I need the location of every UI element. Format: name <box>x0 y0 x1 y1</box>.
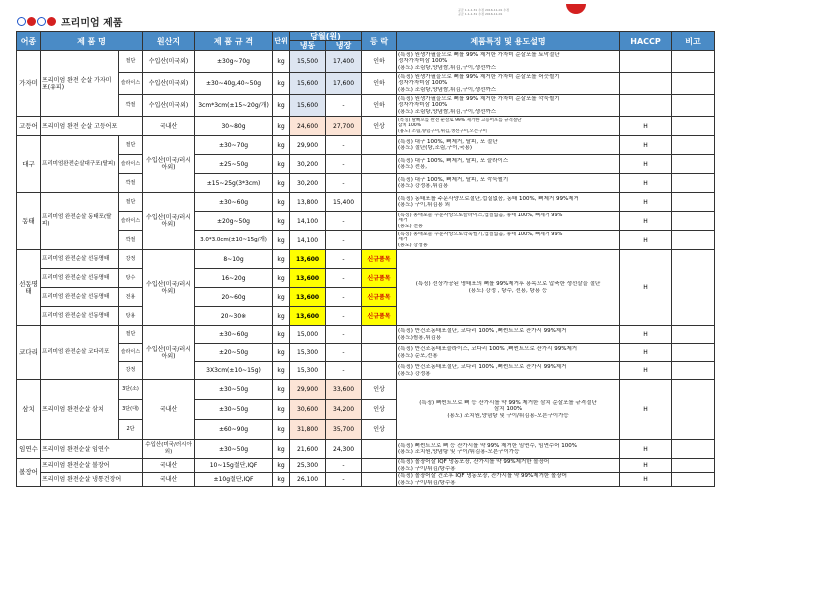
frozen-price-cell: 15,000 <box>290 326 326 344</box>
frozen-price-cell: 30,200 <box>290 174 326 193</box>
unit-cell: kg <box>273 174 290 193</box>
features-cell: (특징) 반건조동태포절단, 코다리 100% ,뼈썬트으로 잔가시 99%제거 (용도) 강정용 <box>397 362 620 380</box>
origin-cell: 수입산(미국/러시아외) <box>143 326 195 380</box>
cut-type-cell: 깍절 <box>119 231 143 250</box>
change-cell <box>362 440 397 459</box>
header-change: 등 락 <box>362 32 397 51</box>
red-circle-icon <box>27 17 36 26</box>
unit-cell: kg <box>273 459 290 473</box>
product-name-cell: 프리미엄 완전순살 냉통건장어 <box>41 473 143 487</box>
note-cell <box>672 231 715 250</box>
spec-cell: 3.0*3.0cm(±10~15g/개) <box>195 231 273 250</box>
haccp-cell: H <box>620 193 672 212</box>
table-row <box>17 231 715 250</box>
category-cell: 볼장어 <box>17 459 41 487</box>
frozen-price-cell: 30,200 <box>290 155 326 174</box>
page-title: 프리미엄 제품 <box>61 17 123 29</box>
features-cell: (특징) 대구 100%, 뼈제거, 탈피, 포 절단 (용도) 절단(탕,조림,구이,국용) <box>397 136 620 155</box>
haccp-cell <box>620 73 672 95</box>
table-row <box>17 193 715 212</box>
features-cell: (특징) 뼈썬트으로 뼈 등 잔가시를 약 99% 제거한 임연수, 임연수어 100% (용도) 조치원,양념탕 및 구이/튀김용-오븐구이가능 <box>397 440 620 459</box>
haccp-cell: H <box>620 362 672 380</box>
change-cell <box>362 193 397 212</box>
cut-type-cell: 강정 <box>119 250 143 269</box>
header-price-month: 당월(원) <box>290 32 362 41</box>
cut-type-cell: 3단(소) <box>119 380 143 400</box>
note-cell <box>672 117 715 136</box>
cut-type-cell: 절단 <box>119 326 143 344</box>
unit-cell: kg <box>273 307 290 326</box>
spec-cell: ±30~50g <box>195 380 273 400</box>
note-cell <box>672 212 715 231</box>
unit-cell: kg <box>273 473 290 487</box>
spec-cell: ±60~90g <box>195 420 273 440</box>
category-cell: 선동명태 <box>17 250 41 326</box>
change-cell <box>362 212 397 231</box>
features-cell: (특징) 선상가공된 명태포의 뼈를 99%제거후 용목으로 압축한 생선살을 절단 (용도) 강정 , 탕수, 전용, 탕용 등 <box>397 250 620 326</box>
logo-mark <box>566 4 586 14</box>
unit-cell: kg <box>273 155 290 174</box>
note-cell <box>672 326 715 344</box>
features-cell: (특징) 뼈썬트으로 뼈 등 잔가시를 약 99% 제거한 삼치 순살포를 규격절단 삼치 100% (용도) 조치원,양념탕 및 구이/튀김용-오븐구이가능 <box>397 380 620 440</box>
note-cell <box>672 193 715 212</box>
product-name-cell: 프리미엄 완전순살 삼치 <box>41 380 119 440</box>
haccp-cell: H <box>620 117 672 136</box>
haccp-cell: H <box>620 380 672 440</box>
haccp-cell: H <box>620 326 672 344</box>
spec-cell: ±10g절단,IQF <box>195 473 273 487</box>
note-cell <box>672 95 715 117</box>
header-haccp: HACCP <box>620 32 672 51</box>
spec-cell: 3X3cm(±10~15g) <box>195 362 273 380</box>
note-cell <box>672 136 715 155</box>
cut-type-cell: 3단(대) <box>119 400 143 420</box>
chilled-price-cell: - <box>326 174 362 193</box>
note-cell <box>672 250 715 326</box>
spec-cell: 8~10g <box>195 250 273 269</box>
product-name-cell: 프리미엄 완전순살 선동명태 <box>41 307 119 326</box>
note-cell <box>672 73 715 95</box>
frozen-price-cell: 15,300 <box>290 362 326 380</box>
frozen-price-cell: 15,600 <box>290 95 326 117</box>
table-row <box>17 95 715 117</box>
cut-type-cell: 절단 <box>119 193 143 212</box>
note-cell <box>672 174 715 193</box>
unit-cell: kg <box>273 326 290 344</box>
change-cell <box>362 155 397 174</box>
spec-cell: 3cm*3cm(±15~20g/개) <box>195 95 273 117</box>
change-cell <box>362 326 397 344</box>
origin-cell: 수입산(미국외) <box>143 95 195 117</box>
change-cell <box>362 459 397 473</box>
spec-cell: ±30~50g <box>195 440 273 459</box>
frozen-price-cell: 26,100 <box>290 473 326 487</box>
unit-cell: kg <box>273 380 290 400</box>
features-cell: (특징) 대구 100%, 뼈제거, 탈피, 포 깍둑썰기 (용도) 강정용,튀김용 <box>397 174 620 193</box>
change-cell <box>362 136 397 155</box>
cut-type-cell: 절단 <box>119 51 143 73</box>
chilled-price-cell: - <box>326 307 362 326</box>
table-row <box>17 380 715 400</box>
product-price-table <box>16 31 715 487</box>
haccp-cell: H <box>620 136 672 155</box>
unit-cell: kg <box>273 95 290 117</box>
table-row <box>17 326 715 344</box>
chilled-price-cell: - <box>326 459 362 473</box>
frozen-price-cell: 14,100 <box>290 231 326 250</box>
note-cell <box>672 380 715 440</box>
change-cell: 인상 <box>362 420 397 440</box>
frozen-price-cell: 13,600 <box>290 269 326 288</box>
cut-type-cell: 슬라이스 <box>119 344 143 362</box>
category-cell: 삼치 <box>17 380 41 440</box>
frozen-price-cell: 24,600 <box>290 117 326 136</box>
change-cell <box>362 362 397 380</box>
chilled-price-cell: 33,600 <box>326 380 362 400</box>
haccp-cell: H <box>620 212 672 231</box>
blue-circle-icon <box>17 17 26 26</box>
origin-cell: 수입산(미국/러시아외) <box>143 250 195 326</box>
frozen-price-cell: 15,300 <box>290 344 326 362</box>
category-cell: 코다리 <box>17 326 41 380</box>
chilled-price-cell: - <box>326 136 362 155</box>
table-row <box>17 73 715 95</box>
product-name-cell: 프리미엄 완전순살 선동명태 <box>41 250 119 269</box>
chilled-price-cell: - <box>326 362 362 380</box>
haccp-cell: H <box>620 473 672 487</box>
category-cell: 대구 <box>17 136 41 193</box>
spec-cell: ±30~70g <box>195 136 273 155</box>
table-row <box>17 212 715 231</box>
frozen-price-cell: 31,800 <box>290 420 326 440</box>
spec-cell: ±25~50g <box>195 155 273 174</box>
product-name-cell: 프리미엄 완전순살 선동명태 <box>41 269 119 288</box>
origin-cell: 수입산(미국외) <box>143 73 195 95</box>
cut-type-cell: 슬라이스 <box>119 155 143 174</box>
header-spec: 제 품 규 격 <box>195 32 273 51</box>
spec-cell: 10~15g절단,IQF <box>195 459 273 473</box>
spec-cell: ±15~25g(3*3cm) <box>195 174 273 193</box>
cut-type-cell: 2단 <box>119 420 143 440</box>
chilled-price-cell: - <box>326 95 362 117</box>
features-cell: (특징) 볼장어살 IQF 냉동포장, 잔가시를 약 99%제거한 볼장어 (용도) 구이/튀김/탕수용 <box>397 459 620 473</box>
origin-cell: 국내산 <box>143 473 195 487</box>
frozen-price-cell: 25,300 <box>290 459 326 473</box>
origin-cell: 수입산(미국/러시아외) <box>143 193 195 250</box>
change-cell: 신규품목 <box>362 307 397 326</box>
top-note: 공급 1.1-1.31 수정 2016-11-01 수정 공급 1.1-1.31 수정 2016-11-01 <box>458 8 510 16</box>
haccp-cell: H <box>620 440 672 459</box>
features-cell: (특징) 원생가필을으로 뼈를 99% 제거한 가자미 순살포를 깍둑썰기 정자가자미삼 100% (용도) 조림탕,양념쌈,튀김,구이,생선까스 <box>397 95 620 117</box>
chilled-price-cell: - <box>326 473 362 487</box>
origin-cell: 국내산 <box>143 117 195 136</box>
change-cell: 인하 <box>362 51 397 73</box>
cut-type-cell: 깍절 <box>119 95 143 117</box>
product-name-cell: 프리미엄 완전순살 선동명태 <box>41 288 119 307</box>
category-cell: 동태 <box>17 193 41 250</box>
origin-cell: 수입산(미국/러시아외) <box>143 136 195 193</box>
product-name-cell: 프리미엄완전순살대구포(탈피) <box>41 136 119 193</box>
cut-type-cell: 절단 <box>119 136 143 155</box>
haccp-cell: H <box>620 250 672 326</box>
product-name-cell: 프리미엄 완전 순살 가자미포(유피) <box>41 51 119 117</box>
spec-cell: ±30~50g <box>195 400 273 420</box>
table-row <box>17 250 715 269</box>
origin-cell: 수입산(미국/러시아외) <box>143 440 195 459</box>
note-cell <box>672 440 715 459</box>
table-row <box>17 174 715 193</box>
frozen-price-cell: 29,900 <box>290 136 326 155</box>
header-unit: 단위 <box>273 32 290 51</box>
features-cell: (특징) 대구 100%, 뼈제거, 탈피, 포 슬라이스 (용도) 전용, <box>397 155 620 174</box>
header-frozen: 냉동 <box>290 41 326 51</box>
spec-cell: ±30g~70g <box>195 51 273 73</box>
unit-cell: kg <box>273 231 290 250</box>
chilled-price-cell: - <box>326 326 362 344</box>
cut-type-cell: 탕용 <box>119 307 143 326</box>
unit-cell: kg <box>273 420 290 440</box>
features-cell: (특징) 반건조동태포절단, 코다리 100% ,뼈썬트으로 잔가시 99%제거 (용도)찜용,튀김용 <box>397 326 620 344</box>
change-cell: 인상 <box>362 117 397 136</box>
features-cell: (특징) 원생가필을으로 뼈를 99% 제거한 가자미 순살포를 어슷썰기 정자가자미삼 100% (용도) 조림탕,양념쌈,튀김,구이,생선까스 <box>397 73 620 95</box>
chilled-price-cell: - <box>326 288 362 307</box>
haccp-cell: H <box>620 344 672 362</box>
header-features: 제품특징 및 용도설명 <box>397 32 620 51</box>
header-origin: 원산지 <box>143 32 195 51</box>
cut-type-cell: 탕수 <box>119 269 143 288</box>
cut-type-cell: 전용 <box>119 288 143 307</box>
chilled-price-cell: 17,600 <box>326 73 362 95</box>
spec-cell: ±30~60g <box>195 326 273 344</box>
product-name-cell: 프리미엄 완전순살 임연수 <box>41 440 143 459</box>
note-cell <box>672 473 715 487</box>
table-row <box>17 344 715 362</box>
spec-cell: ±20g~50g <box>195 212 273 231</box>
table-row <box>17 117 715 136</box>
features-cell: (특징) 동태포를 주문사양으로절단,껍질없음, 동태 100%, 뼈제거 99%제거 (용도) 구이,튀김용 외 <box>397 193 620 212</box>
features-cell: (특징) 볼장어살 건조후 IQF 냉동포장, 잔가시를 약 99%제거한 볼장어 (용도) 구이/튀김/탕수용 <box>397 473 620 487</box>
chilled-price-cell: - <box>326 344 362 362</box>
spec-cell: ±30~40g,40~50g <box>195 73 273 95</box>
frozen-price-cell: 15,500 <box>290 51 326 73</box>
frozen-price-cell: 14,100 <box>290 212 326 231</box>
category-cell: 가자미 <box>17 51 41 117</box>
unit-cell: kg <box>273 193 290 212</box>
spec-cell: 20~60g <box>195 288 273 307</box>
chilled-price-cell: 15,400 <box>326 193 362 212</box>
features-cell: (특징) 원생가필을으로 뼈를 99% 제거한 가자미 순살포를 토막절단 정자가자미삼 100% (용도) 조림탕,양념쌈,튀김,구이,생선까스 <box>397 51 620 73</box>
change-cell: 신규품목 <box>362 250 397 269</box>
category-cell: 고등어 <box>17 117 41 136</box>
unit-cell: kg <box>273 400 290 420</box>
product-name-cell: 프리미엄 완전순살 동태포(탈피) <box>41 193 119 250</box>
change-cell: 인상 <box>362 400 397 420</box>
chilled-price-cell: 34,200 <box>326 400 362 420</box>
table-row <box>17 459 715 473</box>
product-name-cell: 프리미엄 완전순살 코다리포 <box>41 326 119 380</box>
frozen-price-cell: 30,600 <box>290 400 326 420</box>
chilled-price-cell: - <box>326 212 362 231</box>
spec-cell: 20~30※ <box>195 307 273 326</box>
note-cell <box>672 362 715 380</box>
note-cell <box>672 155 715 174</box>
chilled-price-cell: 17,400 <box>326 51 362 73</box>
product-name-cell: 프리미엄 완전순살 볼장어 <box>41 459 143 473</box>
frozen-price-cell: 29,900 <box>290 380 326 400</box>
haccp-cell: H <box>620 174 672 193</box>
change-cell <box>362 344 397 362</box>
unit-cell: kg <box>273 51 290 73</box>
haccp-cell <box>620 51 672 73</box>
cut-type-cell: 슬라이스 <box>119 212 143 231</box>
note-cell <box>672 344 715 362</box>
features-cell: (특징) 동태포를 주문사양으로깍둑썰기,껍질없음, 동태 100%, 뼈제거 99% 제거 (용도) 강정용 <box>397 231 620 250</box>
header-chilled: 냉장 <box>326 41 362 51</box>
spec-cell: ±30~60g <box>195 193 273 212</box>
table-row <box>17 440 715 459</box>
unit-cell: kg <box>273 288 290 307</box>
change-cell: 인하 <box>362 95 397 117</box>
unit-cell: kg <box>273 136 290 155</box>
origin-cell: 국내산 <box>143 459 195 473</box>
table-row <box>17 155 715 174</box>
note-cell <box>672 51 715 73</box>
unit-cell: kg <box>273 344 290 362</box>
chilled-price-cell: - <box>326 231 362 250</box>
table-row <box>17 473 715 487</box>
table-row <box>17 362 715 380</box>
chilled-price-cell: 35,700 <box>326 420 362 440</box>
unit-cell: kg <box>273 73 290 95</box>
frozen-price-cell: 13,600 <box>290 250 326 269</box>
change-cell <box>362 174 397 193</box>
category-cell: 임연수 <box>17 440 41 459</box>
features-cell: (특징) 탈뼈포를 완전 순살로 99% 제거한 고등어포를 규격절단 삼치 100% (용도) 조림,양념구이,튀김,생선구이,오븐구이 <box>397 117 620 136</box>
unit-cell: kg <box>273 117 290 136</box>
change-cell: 신규품목 <box>362 269 397 288</box>
note-cell <box>672 459 715 473</box>
spec-cell: 16~20g <box>195 269 273 288</box>
frozen-price-cell: 21,600 <box>290 440 326 459</box>
cut-type-cell: 깍절 <box>119 174 143 193</box>
table-row <box>17 51 715 73</box>
unit-cell: kg <box>273 440 290 459</box>
unit-cell: kg <box>273 362 290 380</box>
features-cell: (특징) 반건조동태포슬라이스, 코다리 100% ,뼈썬트으로 잔가시 99%제거 (용도) 순포,전용 <box>397 344 620 362</box>
change-cell: 인상 <box>362 380 397 400</box>
chilled-price-cell: - <box>326 250 362 269</box>
unit-cell: kg <box>273 212 290 231</box>
title-area <box>17 14 122 28</box>
origin-cell: 국내산 <box>143 380 195 440</box>
unit-cell: kg <box>273 269 290 288</box>
haccp-cell: H <box>620 231 672 250</box>
red-circle-icon <box>47 17 56 26</box>
features-cell: (특징) 동태포를 주문사양으로슬라이스,껍질없음, 동태 100%, 뼈제거 99% 제거 (용도) 전용 <box>397 212 620 231</box>
cut-type-cell: 슬라이스 <box>119 73 143 95</box>
unit-cell: kg <box>273 250 290 269</box>
spec-cell: 30~80g <box>195 117 273 136</box>
origin-cell: 수입산(미국외) <box>143 51 195 73</box>
change-cell: 신규품목 <box>362 288 397 307</box>
product-name-cell: 프리미엄 완전 순살 고등어포 <box>41 117 143 136</box>
chilled-price-cell: - <box>326 269 362 288</box>
table-row <box>17 136 715 155</box>
blue-circle-icon <box>37 17 46 26</box>
header-product-name: 제 품 명 <box>41 32 143 51</box>
chilled-price-cell: - <box>326 155 362 174</box>
haccp-cell: H <box>620 155 672 174</box>
frozen-price-cell: 15,600 <box>290 73 326 95</box>
header-category: 어종 <box>17 32 41 51</box>
chilled-price-cell: 24,300 <box>326 440 362 459</box>
header-note: 비고 <box>672 32 715 51</box>
change-cell: 인하 <box>362 73 397 95</box>
change-cell <box>362 231 397 250</box>
frozen-price-cell: 13,600 <box>290 288 326 307</box>
frozen-price-cell: 13,600 <box>290 307 326 326</box>
spec-cell: ±20~50g <box>195 344 273 362</box>
haccp-cell: H <box>620 459 672 473</box>
haccp-cell <box>620 95 672 117</box>
frozen-price-cell: 13,800 <box>290 193 326 212</box>
chilled-price-cell: 27,700 <box>326 117 362 136</box>
change-cell <box>362 473 397 487</box>
cut-type-cell: 강정 <box>119 362 143 380</box>
